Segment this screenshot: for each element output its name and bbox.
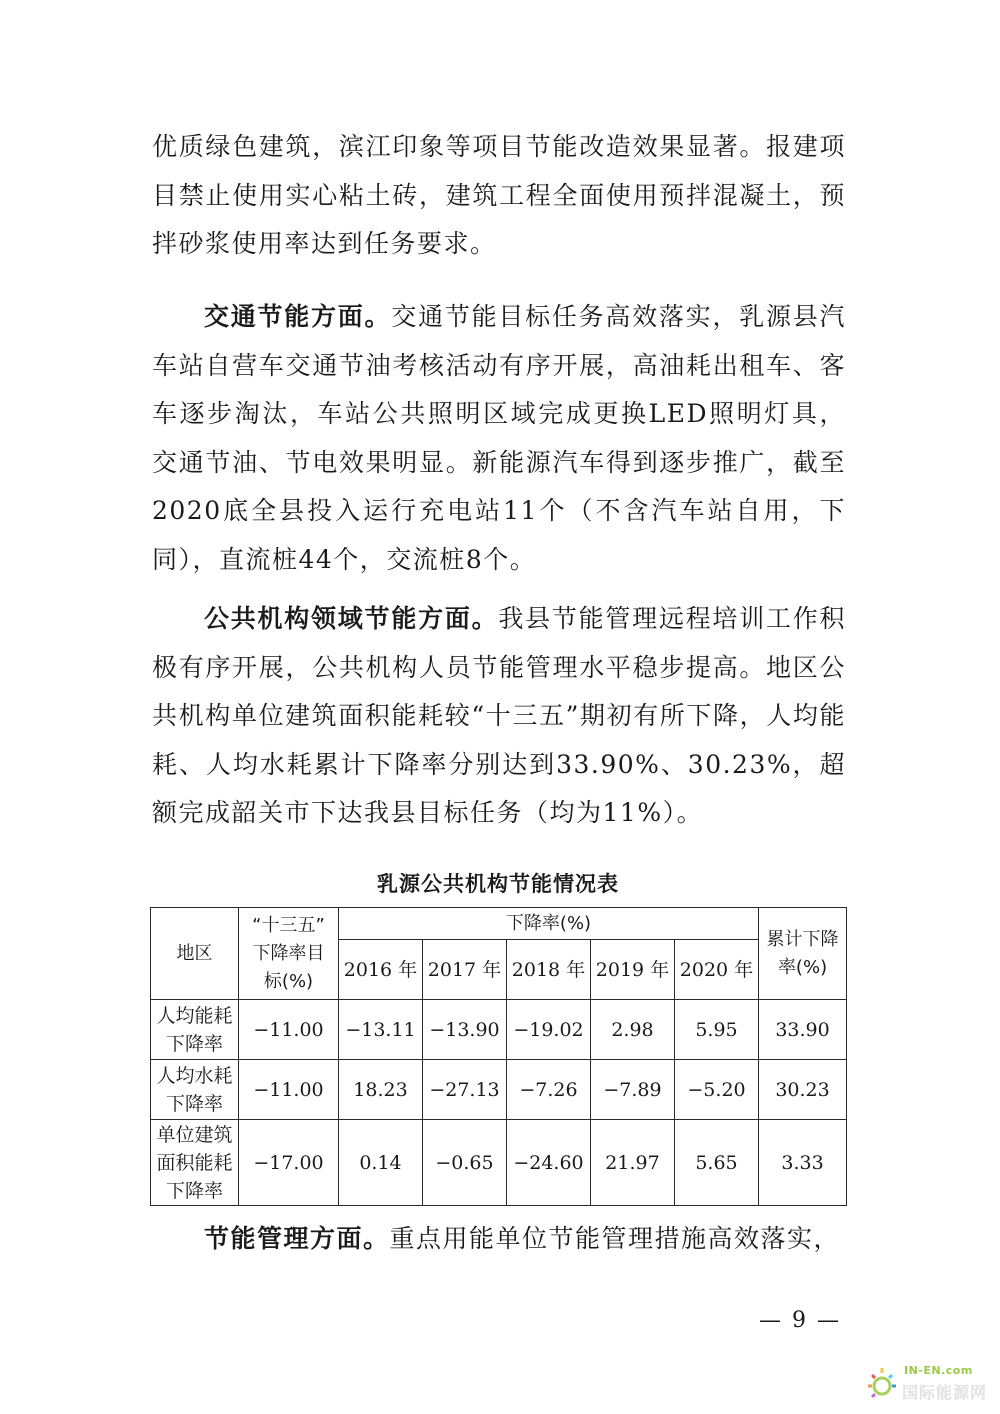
header-cumulative — [759, 908, 847, 1000]
page-number: — 9 — — [759, 1308, 841, 1333]
header-region: 地区 — [151, 908, 239, 1000]
header-rate-group: 下降率(%) — [339, 908, 759, 940]
table-row — [151, 1000, 847, 1060]
header-target-line2: 下降率目 — [252, 942, 325, 964]
row-label-line: 下降率 — [165, 1092, 223, 1115]
cell-2018: −24.60 — [507, 1120, 591, 1206]
section-lead-energy-management: 节能管理方面。 — [204, 1224, 390, 1253]
table-title: 乳源公共机构节能情况表 — [377, 872, 619, 896]
row-label-line: 下降率 — [165, 1179, 223, 1202]
row-label — [151, 1000, 239, 1060]
paragraph-public-institutions — [152, 595, 846, 838]
cell-2020: 5.65 — [675, 1120, 759, 1206]
row-label — [151, 1060, 239, 1120]
row-label-line: 下降率 — [165, 1032, 223, 1055]
paragraph-public-institutions-body: 我县节能管理远程培训工作积极有序开展，公共机构人员节能管理水平稳步提高。地区公共机构单位建筑面积能耗较“十三五”期初有所下降，人均能耗、人均水耗累计下降率分别达到33.90%、30.23%，超额完成韶关市下达我县目标任务（均为11%）。 — [152, 604, 846, 827]
header-year-2018: 2018 年 — [507, 940, 591, 1000]
row-label-line: 人均水耗 — [156, 1064, 233, 1087]
cell-2016: 18.23 — [339, 1060, 423, 1120]
paragraph-transport — [152, 293, 846, 584]
watermark-main-text: 国际能源网 — [902, 1383, 988, 1402]
cell-2019: 21.97 — [591, 1120, 675, 1206]
header-cumulative-line1: 累计下降 — [766, 928, 839, 950]
header-target-line3: 标(%) — [263, 970, 314, 992]
watermark-small-text: IN-EN.com — [904, 1364, 973, 1377]
energy-saving-table — [150, 907, 847, 1206]
cell-2017: −27.13 — [423, 1060, 507, 1120]
header-year-2020: 2020 年 — [675, 940, 759, 1000]
table-row — [151, 1120, 847, 1206]
sun-logo-icon — [862, 1362, 902, 1406]
cell-cumulative: 30.23 — [759, 1060, 847, 1120]
row-label-line: 单位建筑 — [156, 1123, 233, 1146]
cell-2020: −5.20 — [675, 1060, 759, 1120]
paragraph-energy-management — [152, 1215, 846, 1264]
row-label-line: 面积能耗 — [156, 1151, 233, 1174]
cell-cumulative: 33.90 — [759, 1000, 847, 1060]
cell-2016: 0.14 — [339, 1120, 423, 1206]
cell-2016: −13.11 — [339, 1000, 423, 1060]
table-row — [151, 1060, 847, 1120]
paragraph-transport-body: 交通节能目标任务高效落实，乳源县汽车站自营车交通节油考核活动有序开展，高油耗出租车、客车逐步淘汰，车站公共照明区域完成更换LED照明灯具，交通节油、节电效果明显。新能源汽车得到逐步推广，截至2020底全县投入运行充电站11个（不含汽车站自用，下同），直流桩44个，交流桩8个。 — [152, 302, 846, 574]
cell-2018: −19.02 — [507, 1000, 591, 1060]
section-lead-transport: 交通节能方面。 — [204, 302, 392, 331]
cell-2020: 5.95 — [675, 1000, 759, 1060]
cell-cumulative: 3.33 — [759, 1120, 847, 1206]
header-cumulative-line2: 率(%) — [777, 956, 828, 978]
header-year-2016: 2016 年 — [339, 940, 423, 1000]
row-label — [151, 1120, 239, 1206]
header-year-2019: 2019 年 — [591, 940, 675, 1000]
header-target-line1: “十三五” — [252, 914, 325, 936]
paragraph-green-buildings: 优质绿色建筑，滨江印象等项目节能改造效果显著。报建项目禁止使用实心粘土砖，建筑工程全面使用预拌混凝土，预拌砂浆使用率达到任务要求。 — [152, 132, 846, 258]
cell-2019: 2.98 — [591, 1000, 675, 1060]
cell-target: −11.00 — [239, 1060, 339, 1120]
cell-2017: −13.90 — [423, 1000, 507, 1060]
header-target — [239, 908, 339, 1000]
watermark-logo — [862, 1360, 994, 1410]
header-year-2017: 2017 年 — [423, 940, 507, 1000]
cell-2018: −7.26 — [507, 1060, 591, 1120]
cell-target: −11.00 — [239, 1000, 339, 1060]
cell-2019: −7.89 — [591, 1060, 675, 1120]
paragraph-energy-management-body: 重点用能单位节能管理措施高效落实， — [389, 1224, 841, 1253]
section-lead-public-institutions: 公共机构领域节能方面。 — [204, 604, 499, 633]
cell-target: −17.00 — [239, 1120, 339, 1206]
row-label-line: 人均能耗 — [156, 1004, 233, 1027]
cell-2017: −0.65 — [423, 1120, 507, 1206]
